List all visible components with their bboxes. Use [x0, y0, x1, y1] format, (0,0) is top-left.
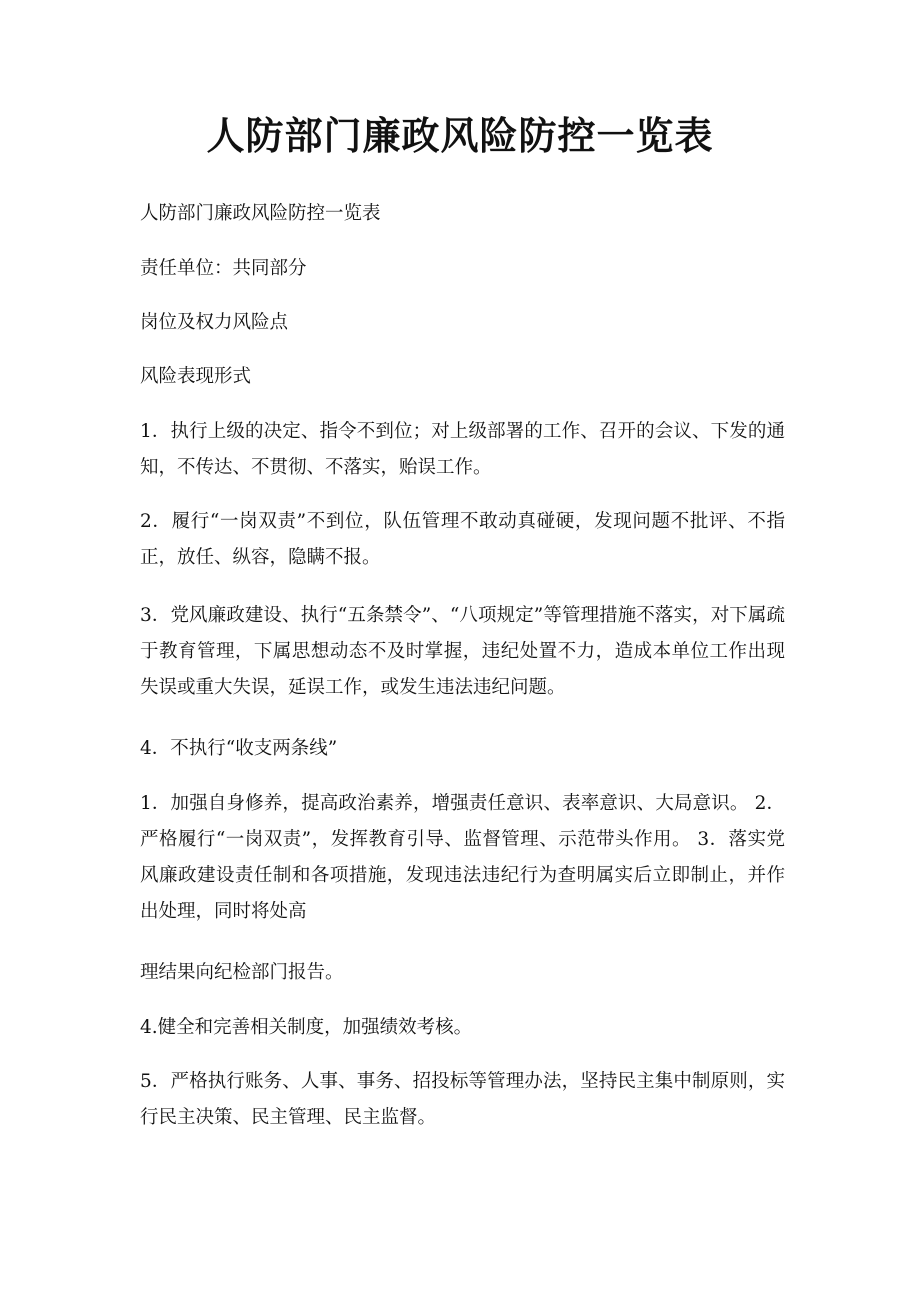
paragraph-measures-1-3: 1．加强自身修养，提高政治素养，增强责任意识、表率意识、大局意识。 2．严格履行“一岗双责”，发挥教育引导、监督管理、示范带头作用。 3．落实党风廉政建设责任制和各项措施，发现违法违纪行为查明属实后立即制止，并作出处理，同时将处高 [140, 793, 785, 922]
paragraph-measure-4: 4.健全和完善相关制度，加强绩效考核。 [140, 1017, 473, 1038]
paragraph-risk-points: 岗位及权力风险点 [140, 312, 289, 333]
paragraph-responsible-unit: 责任单位：共同部分 [140, 258, 307, 279]
paragraph-risk-4: 4．不执行“收支两条线” [140, 738, 338, 759]
paragraph-measure-5: 5．严格执行账务、人事、事务、招投标等管理办法，坚持民主集中制原则，实行民主决策、民主管理、民主监督。 [140, 1071, 785, 1128]
paragraph-risk-2: 2．履行“一岗双责”不到位，队伍管理不敢动真碰硬，发现问题不批评、不指正，放任、纵容，隐瞒不报。 [140, 511, 785, 568]
paragraph-risk-forms: 风险表现形式 [140, 366, 252, 387]
paragraph-measures-continued: 理结果向纪检部门报告。 [140, 962, 344, 983]
document-title: 人防部门廉政风险防控一览表 [206, 113, 714, 158]
paragraph-risk-1: 1．执行上级的决定、指令不到位；对上级部署的工作、召开的会议、下发的通知，不传达、不贯彻、不落实，贻误工作。 [140, 421, 785, 478]
paragraph-subtitle: 人防部门廉政风险防控一览表 [140, 203, 381, 224]
paragraph-risk-3: 3．党风廉政建设、执行“五条禁令”、“八项规定”等管理措施不落实，对下属疏于教育管理，下属思想动态不及时掌握，违纪处置不力，造成本单位工作出现失误或重大失误，延误工作，或发生违法违纪问题。 [140, 605, 785, 698]
